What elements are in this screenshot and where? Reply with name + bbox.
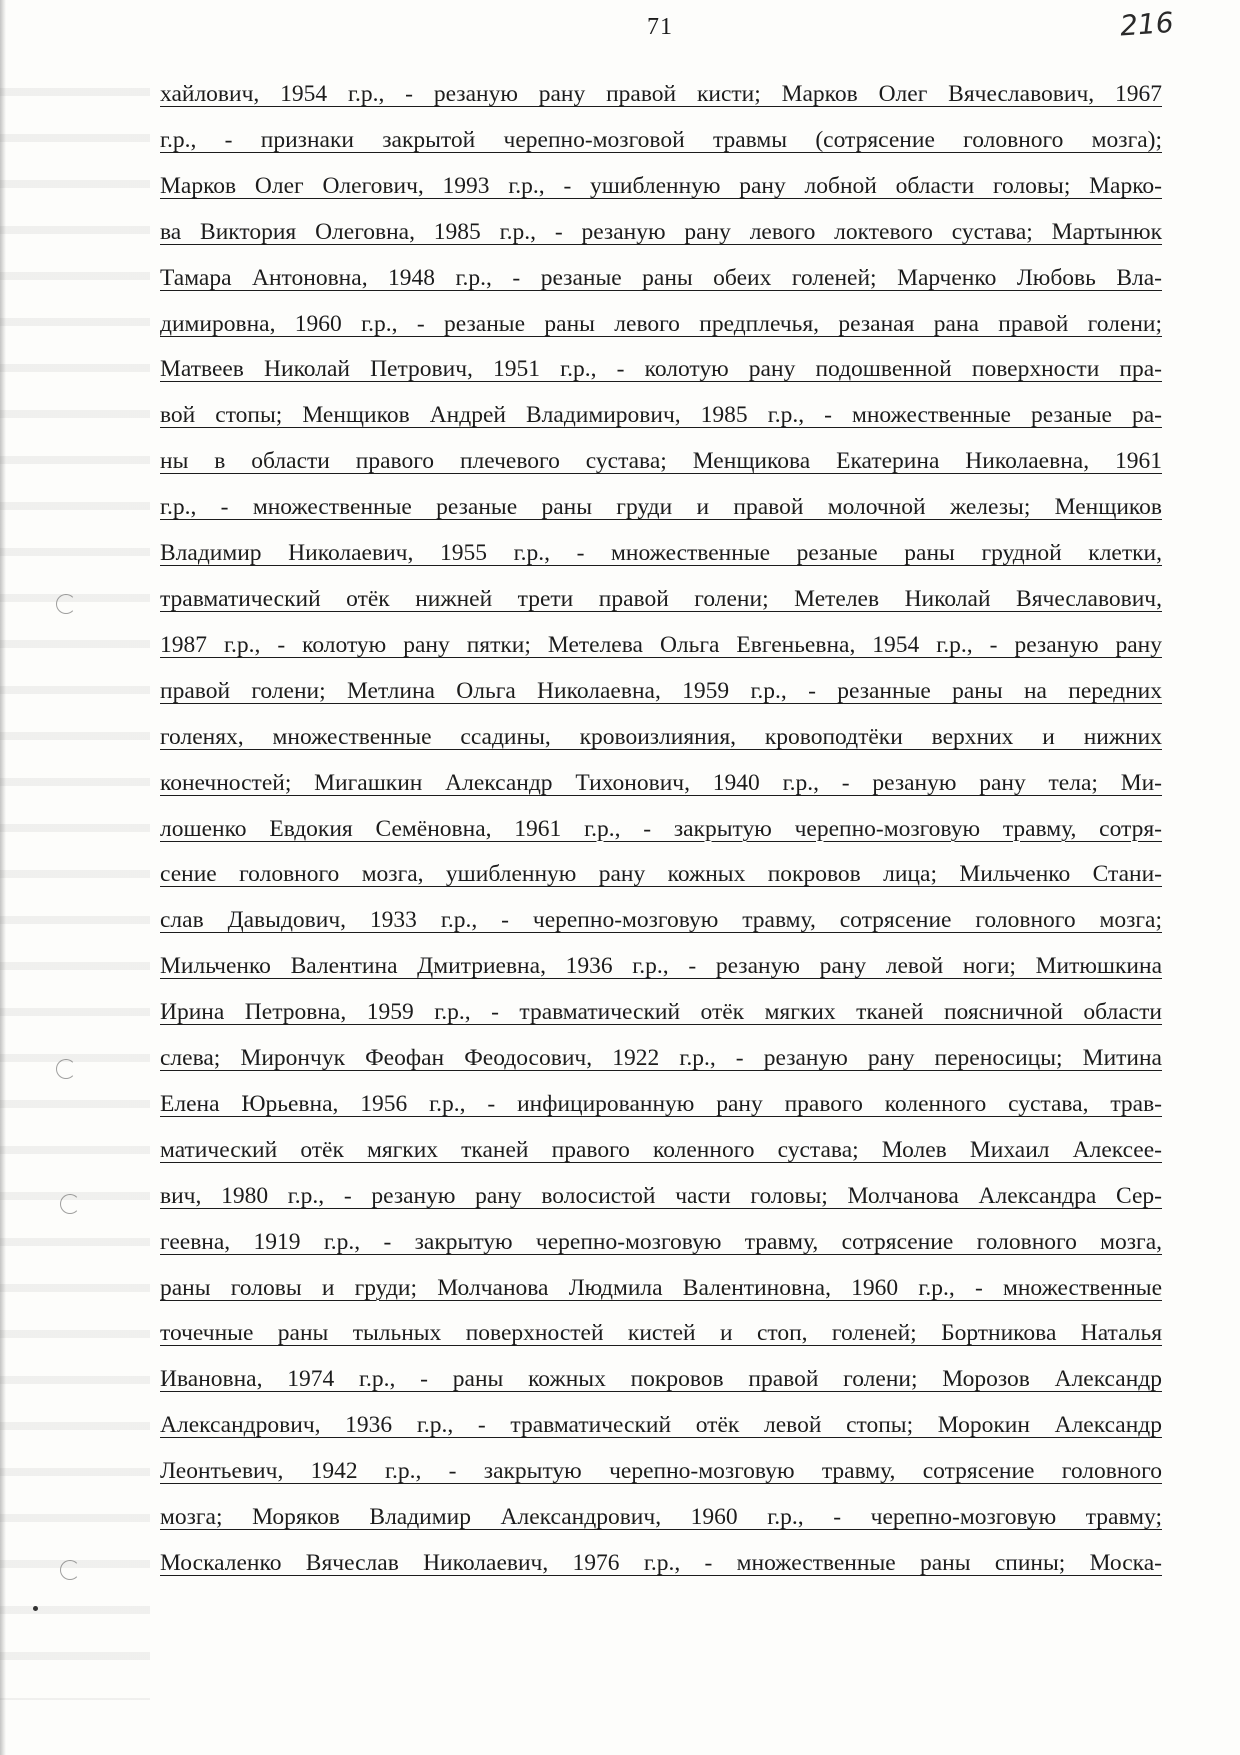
binding-hole-mark	[56, 594, 76, 614]
text-line: слева; Мирончук Феофан Феодосович, 1922 г.р., - резаную рану переносицы; Митина	[160, 1045, 1162, 1072]
text-line: ва Виктория Олеговна, 1985 г.р., - резаную рану левого локтевого сустава; Мартынюк	[160, 218, 1162, 245]
text-line: матический отёк мягких тканей правого коленного сустава; Молев Михаил Алексее-	[160, 1136, 1162, 1163]
text-line: голенях, множественные ссадины, кровоизлияния, кровоподтёки верхних и нижних	[160, 723, 1162, 750]
text-line: мозга; Моряков Владимир Александрович, 1960 г.р., - черепно-мозговую травму;	[160, 1504, 1162, 1531]
handwritten-archive-number: 216	[1118, 5, 1175, 43]
text-line: геевна, 1919 г.р., - закрытую черепно-мозговую травму, сотрясение головного мозга,	[160, 1228, 1162, 1255]
text-line: конечностей; Мигашкин Александр Тихонович, 1940 г.р., - резаную рану тела; Ми-	[160, 769, 1162, 796]
text-line: Москаленко Вячеслав Николаевич, 1976 г.р., - множественные раны спины; Моска-	[160, 1550, 1162, 1576]
text-line: ны в области правого плечевого сустава; Менщикова Екатерина Николаевна, 1961	[160, 448, 1162, 475]
text-line: правой голени; Метлина Ольга Николаевна, 1959 г.р., - резанные раны на передних	[160, 677, 1162, 704]
text-line: Марков Олег Олегович, 1993 г.р., - ушибленную рану лобной области головы; Марко-	[160, 172, 1162, 199]
text-line: Ирина Петровна, 1959 г.р., - травматический отёк мягких тканей поясничной области	[160, 999, 1162, 1026]
text-line: Матвеев Николай Петрович, 1951 г.р., - колотую рану подошвенной поверхности пра-	[160, 356, 1162, 383]
reverse-side-bleed-through	[0, 60, 150, 1700]
text-line: Александрович, 1936 г.р., - травматический отёк левой стопы; Морокин Александр	[160, 1412, 1162, 1439]
binding-hole-mark	[60, 1560, 80, 1580]
text-line: травматический отёк нижней трети правой голени; Метелев Николай Вячеславович,	[160, 585, 1162, 612]
text-line: хайлович, 1954 г.р., - резаную рану правой кисти; Марков Олег Вячеславович, 1967	[160, 81, 1162, 107]
text-line: Ивановна, 1974 г.р., - раны кожных покровов правой голени; Морозов Александр	[160, 1366, 1162, 1393]
text-line: сение головного мозга, ушибленную рану кожных покровов лица; Мильченко Стани-	[160, 861, 1162, 888]
text-line: Тамара Антоновна, 1948 г.р., - резаные раны обеих голеней; Марченко Любовь Вла-	[160, 264, 1162, 291]
text-line: вич, 1980 г.р., - резаную рану волосистой части головы; Молчанова Александра Сер-	[160, 1182, 1162, 1209]
text-line: раны головы и груди; Молчанова Людмила Валентиновна, 1960 г.р., - множественные	[160, 1274, 1162, 1301]
text-line: димировна, 1960 г.р., - резаные раны левого предплечья, резаная рана правой голени;	[160, 310, 1162, 337]
text-line: точечные раны тыльных поверхностей кистей и стоп, голеней; Бортникова Наталья	[160, 1320, 1162, 1347]
document-text	[160, 72, 1162, 1587]
text-line: Владимир Николаевич, 1955 г.р., - множественные резаные раны грудной клетки,	[160, 540, 1162, 567]
text-line: г.р., - признаки закрытой черепно-мозговой травмы (сотрясение головного мозга);	[160, 126, 1162, 153]
text-line: Мильченко Валентина Дмитриевна, 1936 г.р., - резаную рану левой ноги; Митюшкина	[160, 953, 1162, 980]
page-number: 71	[647, 14, 673, 40]
text-line: слав Давыдович, 1933 г.р., - черепно-мозговую травму, сотрясение головного мозга;	[160, 907, 1162, 934]
text-line: лошенко Евдокия Семёновна, 1961 г.р., - закрытую черепно-мозговую травму, сотря-	[160, 815, 1162, 842]
binding-hole-mark	[56, 1059, 76, 1079]
text-line: вой стопы; Менщиков Андрей Владимирович, 1985 г.р., - множественные резаные ра-	[160, 402, 1162, 429]
text-line: г.р., - множественные резаные раны груди и правой молочной железы; Менщиков	[160, 494, 1162, 521]
text-line: Леонтьевич, 1942 г.р., - закрытую черепно-мозговую травму, сотрясение головного	[160, 1458, 1162, 1485]
text-line: Елена Юрьевна, 1956 г.р., - инфицированную рану правого коленного сустава, трав-	[160, 1090, 1162, 1117]
text-line: 1987 г.р., - колотую рану пятки; Метелева Ольга Евгеньевна, 1954 г.р., - резаную рану	[160, 631, 1162, 658]
scan-speck	[33, 1606, 38, 1611]
binding-hole-mark	[60, 1194, 80, 1214]
